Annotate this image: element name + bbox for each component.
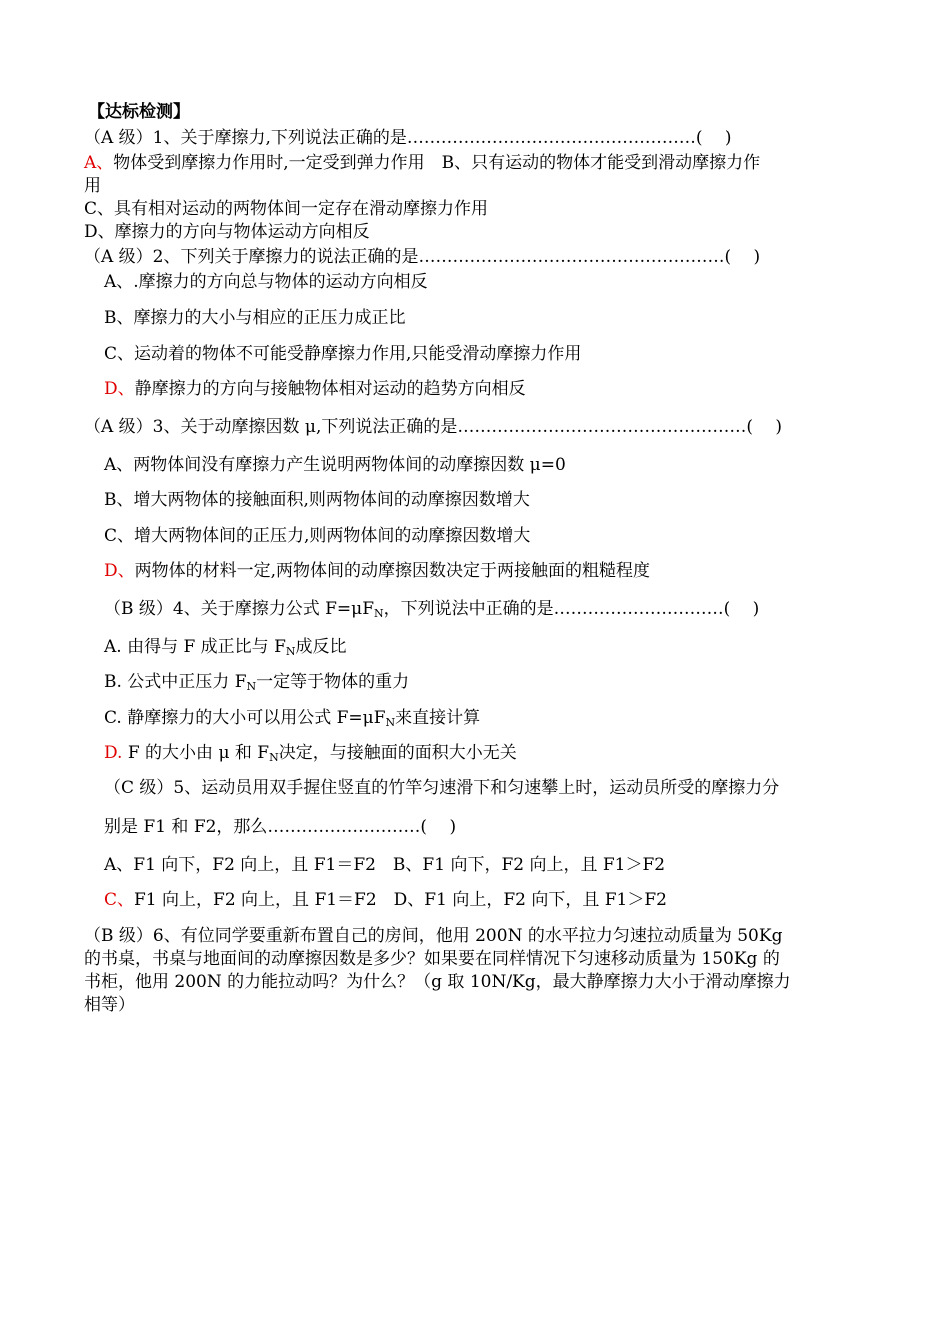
q1-option-c: C、具有相对运动的两物体间一定存在滑动摩擦力作用 xyxy=(84,199,489,219)
q3-option-a: A、两物体间没有摩擦力产生说明两物体间的动摩擦因数 μ=0 xyxy=(104,455,566,475)
q5-stem-line2: 别是 F1 和 F2，那么………………………( ) xyxy=(104,817,457,837)
q4-option-b xyxy=(104,671,409,693)
q3-stem: （A 级）3、关于动摩擦因数 μ,下列说法正确的是……………………………………………( ) xyxy=(84,417,783,437)
section-title: 【达标检测】 xyxy=(88,102,190,122)
q1-answer-letter: A、 xyxy=(84,153,114,173)
q1-option-b-cont: 用 xyxy=(84,176,101,196)
q1-option-a xyxy=(84,152,760,174)
q5-answer-letter: C、 xyxy=(104,890,135,910)
q4-option-c-sub: N xyxy=(385,716,396,729)
q4-option-d-post: 决定，与接触面的面积大小无关 xyxy=(278,743,517,763)
q3-option-c: C、增大两物体间的正压力,则两物体间的动摩擦因数增大 xyxy=(104,526,531,546)
q6-line4: 相等） xyxy=(84,995,135,1015)
q5-stem-line1: （C 级）5、运动员用双手握住竖直的竹竿匀速滑下和匀速攀上时，运动员所受的摩擦力分 xyxy=(104,778,780,798)
q1-option-d: D、摩擦力的方向与物体运动方向相反 xyxy=(84,222,370,242)
q4-option-a-post: 成反比 xyxy=(295,637,347,657)
q4-option-d xyxy=(104,742,517,764)
q6-line3: 书柜，他用 200N 的力能拉动吗？为什么？（g 取 10N/Kg，最大静摩擦力大小于滑动摩擦力 xyxy=(84,972,791,992)
q4-option-d-sub: N xyxy=(269,751,279,764)
q4-option-c-pre: C. 静摩擦力的大小可以用公式 F=μF xyxy=(104,708,386,728)
q4-option-b-sub: N xyxy=(246,680,257,693)
q4-option-c xyxy=(104,707,480,729)
q5-option-ab: A、F1 向下，F2 向上，且 F1＝F2 B、F1 向下，F2 向上，且 F1＞F2 xyxy=(104,855,666,875)
q4-stem-post: ，下列说法中正确的是…………………………( ) xyxy=(383,599,760,619)
q2-option-a: A、.摩擦力的方向总与物体的运动方向相反 xyxy=(104,272,428,292)
q3-option-b: B、增大两物体的接触面积,则两物体间的动摩擦因数增大 xyxy=(104,490,530,510)
q3-option-d-text: 两物体的材料一定,两物体间的动摩擦因数决定于两接触面的粗糙程度 xyxy=(134,561,651,581)
q4-option-a xyxy=(104,636,347,658)
q4-option-c-post: 来直接计算 xyxy=(395,708,481,728)
q5-option-cd-text: F1 向上，F2 向上，且 F1＝F2 D、F1 向上，F2 向下，且 F1＞F2 xyxy=(134,890,667,910)
q3-option-d xyxy=(104,560,650,582)
q4-answer-letter: D. xyxy=(104,743,123,763)
q4-stem-pre: （B 级）4、关于摩擦力公式 F=μF xyxy=(104,599,374,619)
q1-option-a-text: 物体受到摩擦力作用时,一定受到弹力作用 B、只有运动的物体才能受到滑动摩擦力作 xyxy=(113,153,761,173)
q2-option-d xyxy=(104,378,526,400)
q4-option-b-pre: B. 公式中正压力 F xyxy=(104,672,247,692)
q2-option-c: C、运动着的物体不可能受静摩擦力作用,只能受滑动摩擦力作用 xyxy=(104,344,582,364)
q2-option-d-text: 静摩擦力的方向与接触物体相对运动的趋势方向相反 xyxy=(134,379,526,399)
q1-stem: （A 级）1、关于摩擦力,下列说法正确的是……………………………………………( ) xyxy=(84,128,732,148)
q4-stem xyxy=(104,598,759,620)
q4-option-d-pre: F 的大小由 μ 和 F xyxy=(122,743,270,763)
q5-option-cd xyxy=(104,889,667,911)
q2-option-b: B、摩擦力的大小与相应的正压力成正比 xyxy=(104,308,406,328)
q4-option-a-pre: A. 由得与 F 成正比与 F xyxy=(104,637,286,657)
q4-option-a-sub: N xyxy=(285,645,296,658)
q4-option-b-post: 一定等于物体的重力 xyxy=(256,672,410,692)
q4-stem-sub: N xyxy=(374,607,384,620)
q2-stem: （A 级）2、下列关于摩擦力的说法正确的是………………………………………………( ) xyxy=(84,247,761,267)
q6-line2: 的书桌，书桌与地面间的动摩擦因数是多少？如果要在同样情况下匀速移动质量为 150Kg 的 xyxy=(84,949,780,969)
q3-answer-letter: D、 xyxy=(104,561,135,581)
q2-answer-letter: D、 xyxy=(104,379,135,399)
q6-line1: （B 级）6、有位同学要重新布置自己的房间，他用 200N 的水平拉力匀速拉动质量为 50Kg xyxy=(84,926,783,946)
